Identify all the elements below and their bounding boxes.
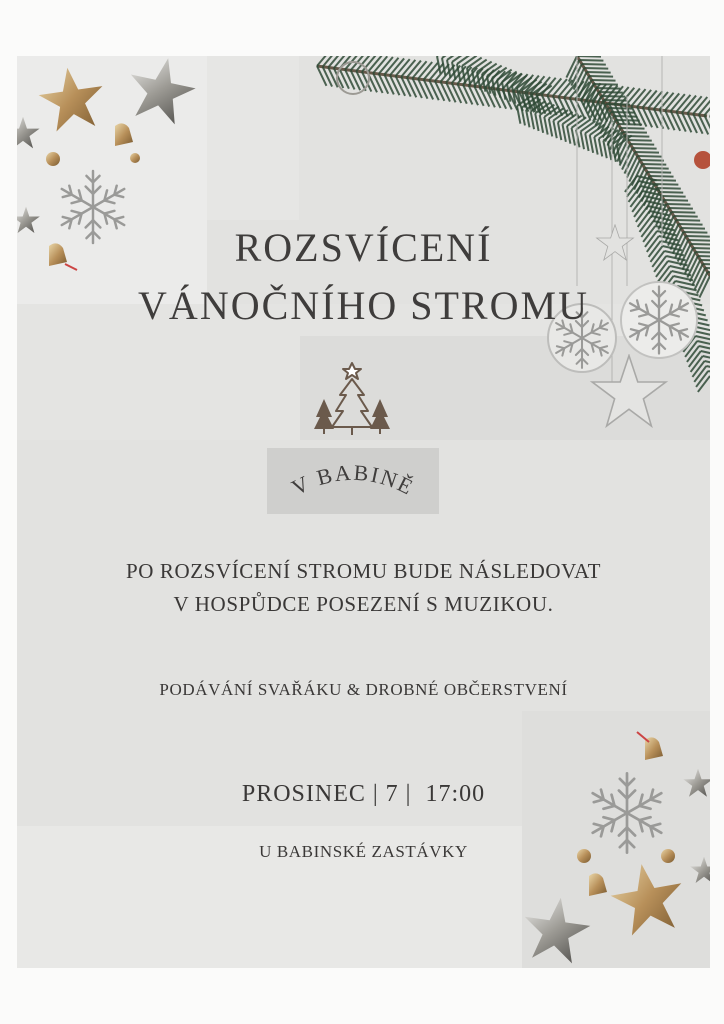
title-line-1: ROZSVÍCENÍ	[234, 225, 493, 270]
gold-star-icon	[606, 858, 689, 938]
ornament-icon	[46, 152, 140, 166]
date-time: PROSINEC | 7 | 17:00	[241, 781, 486, 807]
location-text: U BABINSKÉ ZASTÁVKY	[259, 842, 468, 861]
title-line-2: VÁNOČNÍHO STROMU	[138, 283, 589, 328]
silver-star-icon	[17, 117, 40, 149]
tree-icon	[312, 359, 392, 439]
refreshments-text: PODÁVÁNÍ SVAŘÁKU & DROBNÉ OBČERSTVENÍ	[159, 680, 568, 699]
gold-star-icon	[35, 63, 107, 133]
info-line-1: PO ROZSVÍCENÍ STROMU BUDE NÁSLEDOVAT	[125, 559, 602, 583]
place-name: V BABINĚ	[287, 459, 419, 501]
poster	[17, 56, 710, 968]
place-badge	[267, 448, 439, 514]
silver-star-icon	[123, 56, 201, 127]
info-line-2: V HOSPŮDCE POSEZENÍ S MUZIKOU.	[173, 592, 554, 616]
svg-text:V BABINĚ	[288, 460, 419, 501]
